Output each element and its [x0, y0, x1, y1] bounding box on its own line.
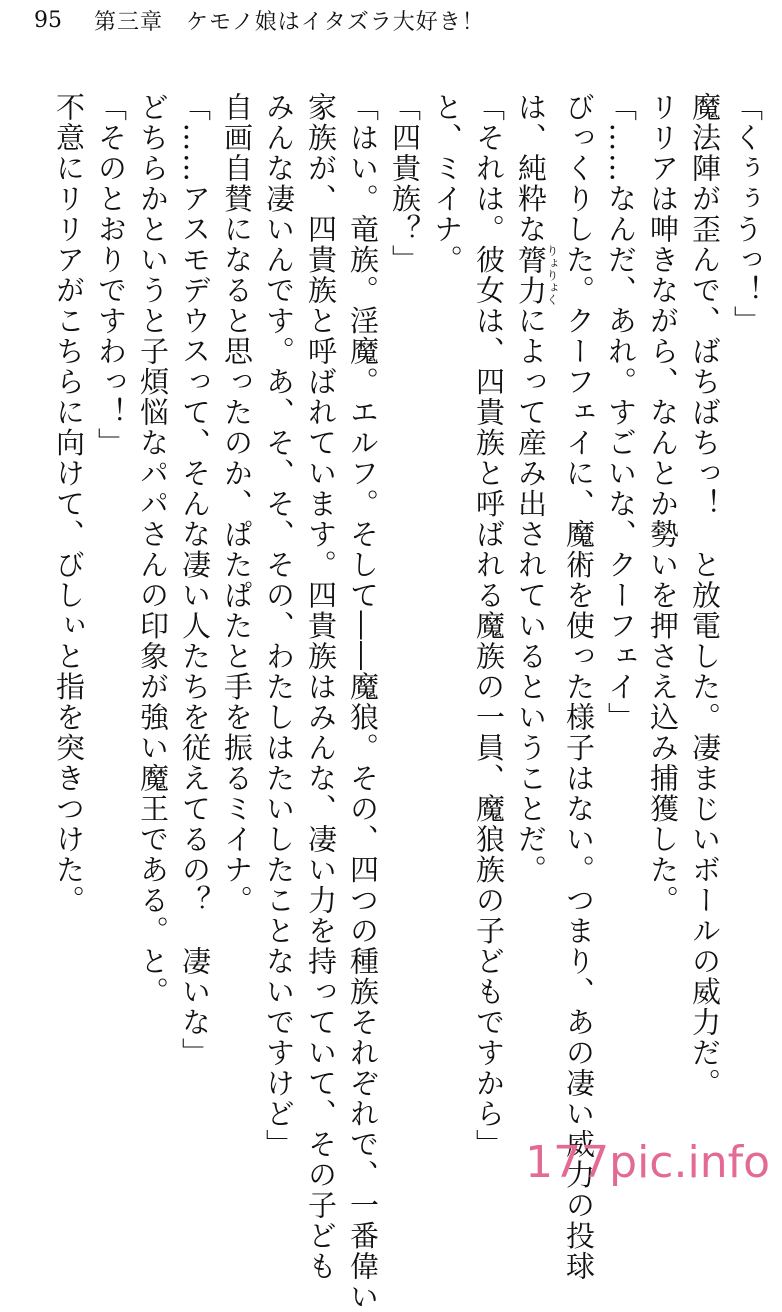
text-line: 魔法陣が歪んで、ばちばちっ！ と放電した。凄まじいボールの威力だ。 — [688, 92, 722, 1099]
text-line: 「……アスモデウスって、そんな凄い人たちを従えてるの？ 凄いな」 — [178, 92, 212, 1068]
text-line: みんな凄いんです。あ、そ、そ、その、わたしはたいしたことないですけど」 — [262, 92, 296, 1160]
text-line: 「四貴族？」 — [388, 92, 422, 275]
text-line: 家族が、四貴族と呼ばれています。四貴族はみんな、凄い力を持っていて、その子ども — [304, 92, 338, 1282]
text-line: 「くぅぅうっ！」 — [730, 92, 764, 336]
page-number: 95 — [34, 7, 62, 33]
text-line: どちらかというと子煩悩なパパさんの印象が強い魔王である。と。 — [136, 92, 170, 1007]
text-line: 不意にリリアがこちらに向けて、びしぃと指を突きつけた。 — [52, 92, 86, 916]
text-line: は、純粋な膂力りょりょくによって産み出されているということだ。 — [514, 92, 559, 885]
text-line: 「それは。彼女は、四貴族と呼ばれる魔族の一員、魔狼族の子どもですから」 — [472, 92, 506, 1160]
text-line: リリアは呻きながら、なんとか勢いを押さえ込み捕獲した。 — [646, 92, 680, 916]
chapter-title: 第三章 ケモノ娘はイタズラ大好き！ — [94, 9, 485, 35]
watermark: 177pic.info — [525, 1137, 770, 1188]
text-line: 自画自賛になると思ったのか、ぱたぱたと手を振るミイナ。 — [220, 92, 254, 916]
running-head — [34, 4, 485, 36]
ruby-annotation: 膂力りょりょく — [514, 244, 559, 306]
text-line: 「はい。竜族。淫魔。エルフ。そして――魔狼。その、四つの種族それぞれで、一番偉い — [346, 92, 380, 1312]
text-line: 「……なんだ、あれ。すごいな、クーフェイ」 — [604, 92, 638, 733]
text-line: びっくりした。クーフェイに、魔術を使った様子はない。つまり、あの凄い威力の投球 — [562, 92, 596, 1282]
text-line: 「そのとおりですわっ！」 — [94, 92, 128, 458]
text-line: と、ミイナ。 — [430, 92, 464, 275]
